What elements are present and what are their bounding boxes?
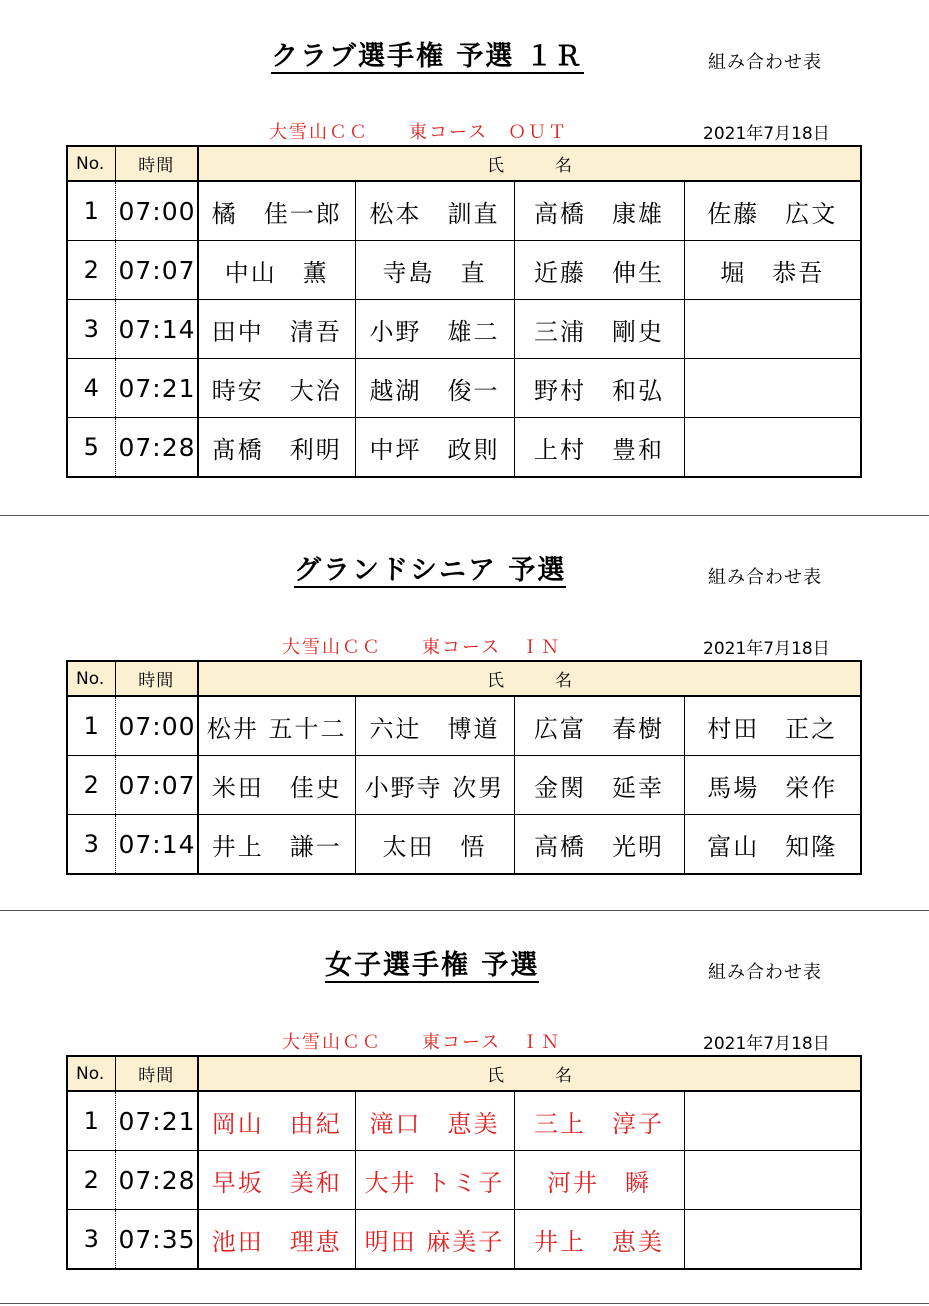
player-name: 近藤 伸生 <box>514 241 684 300</box>
row-number: 3 <box>67 300 115 359</box>
header-name: 氏 名 <box>198 661 861 696</box>
row-number: 1 <box>67 181 115 241</box>
row-number: 5 <box>67 418 115 478</box>
table-row <box>67 418 861 478</box>
pairing-label: 組み合わせ表 <box>708 962 822 983</box>
row-number: 2 <box>67 756 115 815</box>
pairing-table <box>66 660 862 875</box>
player-name: 馬場 栄作 <box>684 756 861 815</box>
row-number: 3 <box>67 815 115 875</box>
player-name: 松井 五十二 <box>198 696 355 756</box>
table-row <box>67 815 861 875</box>
player-name: 髙橋 利明 <box>198 418 355 478</box>
table-row <box>67 300 861 359</box>
tee-time: 07:07 <box>115 756 198 815</box>
player-name: 三浦 剛史 <box>514 300 684 359</box>
pairing-label: 組み合わせ表 <box>708 567 822 588</box>
player-name: 三上 淳子 <box>514 1091 684 1151</box>
table-header <box>67 1056 861 1091</box>
header-name: 氏 名 <box>198 146 861 181</box>
page-title: グランドシニア 予選 <box>294 555 567 586</box>
player-name <box>684 1151 861 1210</box>
player-name: 中坪 政則 <box>355 418 514 478</box>
date-label: 2021年7月18日 <box>703 124 830 144</box>
table-header <box>67 146 861 181</box>
row-number: 2 <box>67 241 115 300</box>
player-name: 野村 和弘 <box>514 359 684 418</box>
date-label: 2021年7月18日 <box>703 639 830 659</box>
pairing-table <box>66 145 862 478</box>
tee-time: 07:35 <box>115 1210 198 1270</box>
player-name: 高橋 康雄 <box>514 181 684 241</box>
course-label: 大雪山ＣＣ 東コース ＩＮ <box>282 1032 562 1053</box>
player-name: 堀 恭吾 <box>684 241 861 300</box>
player-name: 橘 佳一郎 <box>198 181 355 241</box>
player-name: 井上 恵美 <box>514 1210 684 1270</box>
row-number: 4 <box>67 359 115 418</box>
pairing-label: 組み合わせ表 <box>708 52 822 73</box>
course-label: 大雪山ＣＣ 東コース ＩＮ <box>282 637 562 658</box>
player-name: 越湖 俊一 <box>355 359 514 418</box>
player-name: 金関 延幸 <box>514 756 684 815</box>
player-name: 時安 大治 <box>198 359 355 418</box>
header-name: 氏 名 <box>198 1056 861 1091</box>
header-time: 時間 <box>115 661 198 696</box>
tee-time: 07:14 <box>115 300 198 359</box>
player-name: 中山 薫 <box>198 241 355 300</box>
header-no: No. <box>67 146 115 181</box>
player-name: 小野 雄二 <box>355 300 514 359</box>
player-name: 高橋 光明 <box>514 815 684 875</box>
header-time: 時間 <box>115 146 198 181</box>
player-name <box>684 300 861 359</box>
player-name: 大井 トミ子 <box>355 1151 514 1210</box>
table-header <box>67 661 861 696</box>
player-name: 池田 理恵 <box>198 1210 355 1270</box>
row-number: 2 <box>67 1151 115 1210</box>
player-name: 広富 春樹 <box>514 696 684 756</box>
table-row <box>67 1210 861 1270</box>
table-row <box>67 1151 861 1210</box>
player-name: 松本 訓直 <box>355 181 514 241</box>
page-title: 女子選手権 予選 <box>325 950 540 981</box>
header-time: 時間 <box>115 1056 198 1091</box>
date-label: 2021年7月18日 <box>703 1034 830 1054</box>
player-name <box>684 1091 861 1151</box>
table-row <box>67 181 861 241</box>
table-row <box>67 756 861 815</box>
player-name: 滝口 恵美 <box>355 1091 514 1151</box>
player-name: 明田 麻美子 <box>355 1210 514 1270</box>
tee-time: 07:07 <box>115 241 198 300</box>
player-name: 上村 豊和 <box>514 418 684 478</box>
player-name: 田中 清吾 <box>198 300 355 359</box>
table-row <box>67 359 861 418</box>
header-no: No. <box>67 1056 115 1091</box>
page-title: クラブ選手権 予選 １Ｒ <box>271 41 584 72</box>
table-row <box>67 1091 861 1151</box>
section-divider <box>0 910 929 911</box>
tee-time: 07:21 <box>115 1091 198 1151</box>
tee-time: 07:21 <box>115 359 198 418</box>
tee-time: 07:28 <box>115 418 198 478</box>
player-name: 米田 佳史 <box>198 756 355 815</box>
header-no: No. <box>67 661 115 696</box>
player-name: 寺島 直 <box>355 241 514 300</box>
player-name: 村田 正之 <box>684 696 861 756</box>
tee-time: 07:28 <box>115 1151 198 1210</box>
player-name: 太田 悟 <box>355 815 514 875</box>
section-divider <box>0 515 929 516</box>
player-name: 小野寺 次男 <box>355 756 514 815</box>
player-name <box>684 1210 861 1270</box>
player-name <box>684 359 861 418</box>
player-name: 井上 謙一 <box>198 815 355 875</box>
player-name: 河井 瞬 <box>514 1151 684 1210</box>
row-number: 1 <box>67 696 115 756</box>
row-number: 1 <box>67 1091 115 1151</box>
tee-time: 07:00 <box>115 181 198 241</box>
player-name: 佐藤 広文 <box>684 181 861 241</box>
player-name: 早坂 美和 <box>198 1151 355 1210</box>
player-name: 岡山 由紀 <box>198 1091 355 1151</box>
row-number: 3 <box>67 1210 115 1270</box>
player-name: 六辻 博道 <box>355 696 514 756</box>
tee-time: 07:00 <box>115 696 198 756</box>
table-row <box>67 241 861 300</box>
table-row <box>67 696 861 756</box>
player-name: 富山 知隆 <box>684 815 861 875</box>
course-label: 大雪山ＣＣ 東コース ＯＵＴ <box>269 122 569 143</box>
section-divider <box>0 1303 929 1304</box>
pairing-table <box>66 1055 862 1270</box>
tee-time: 07:14 <box>115 815 198 875</box>
player-name <box>684 418 861 478</box>
